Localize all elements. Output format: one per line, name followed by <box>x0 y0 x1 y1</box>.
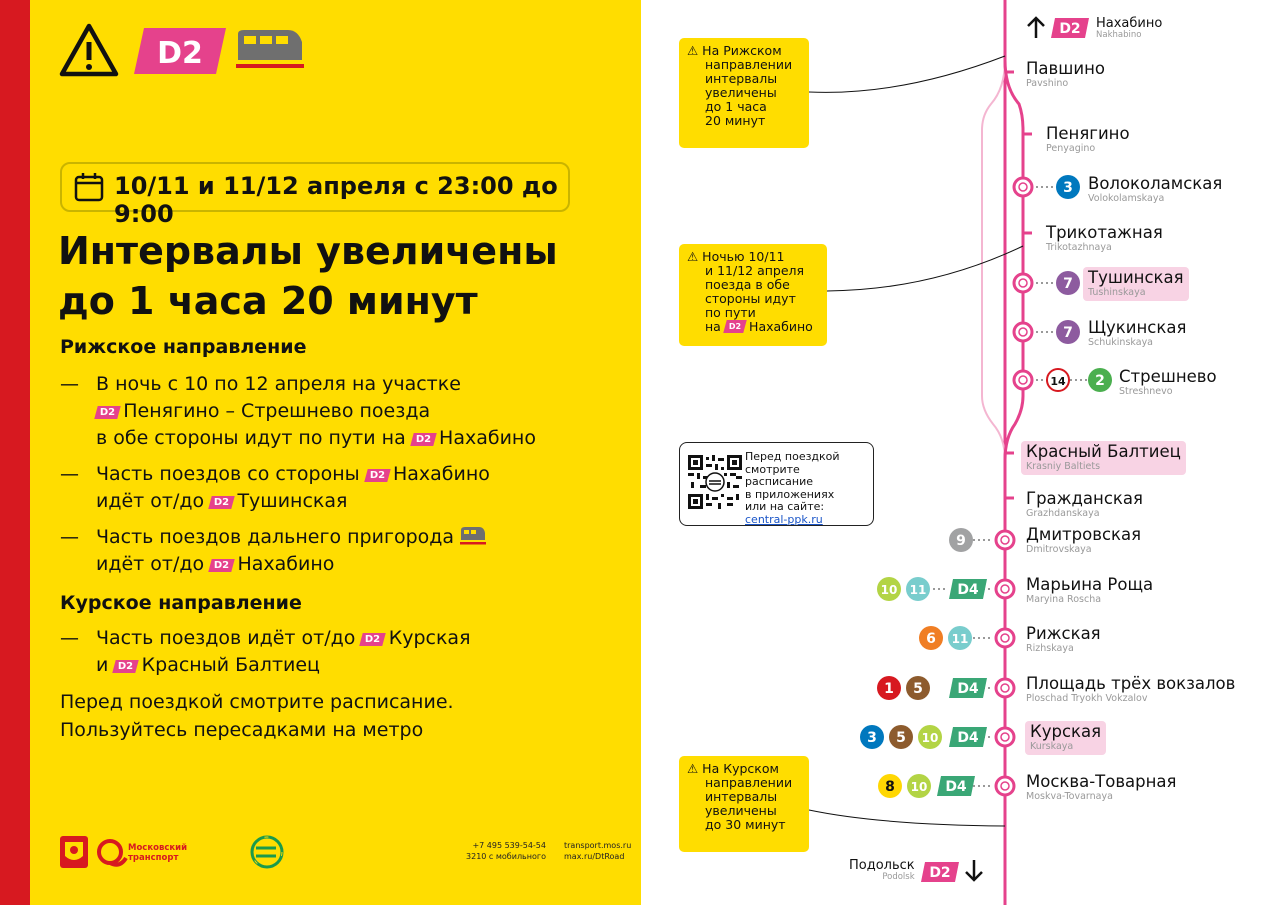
qr-schedule-box <box>679 442 874 526</box>
svg-text:Московский: Московский <box>128 843 188 853</box>
d2-track-branch <box>1005 60 1023 460</box>
metro-line-3-icon <box>1056 175 1080 199</box>
d2-badge: D2 <box>113 660 140 673</box>
svg-text:11: 11 <box>909 583 927 597</box>
metro-line-10-icon <box>907 774 931 798</box>
svg-text:6: 6 <box>926 631 936 647</box>
web-contacts: transport.mos.ru max.ru/DtRoad <box>564 841 632 861</box>
footer-logos <box>60 832 320 872</box>
terminus-nakhabino: Нахабино Nakhabino <box>1096 16 1163 40</box>
train-icon <box>236 30 304 68</box>
metro-line-5-icon <box>906 676 930 700</box>
calendar-icon <box>74 172 104 202</box>
station-dmitrovskaya: Дмитровская Dmitrovskaya <box>1026 525 1142 555</box>
d2-badge: D2 <box>364 469 391 482</box>
svg-text:D2: D2 <box>157 36 203 71</box>
metro-line-7-icon <box>1056 271 1080 295</box>
station-trikotazhnaya: Трикотажная Trikotazhnaya <box>1046 223 1163 253</box>
metro-line-6-icon <box>919 626 943 650</box>
kursk-section-title: Курское направление <box>60 592 302 614</box>
svg-text:10: 10 <box>921 731 939 745</box>
rzd-suburban-logo-icon <box>252 837 282 867</box>
metro-line-9-icon <box>949 528 973 552</box>
svg-text:D4: D4 <box>957 582 979 598</box>
svg-text:7: 7 <box>1063 276 1073 292</box>
date-range-box <box>60 162 570 228</box>
phone-contacts: +7 495 539-54-54 3210 с мобильного <box>466 841 546 861</box>
svg-text:D2: D2 <box>1059 21 1081 37</box>
moscow-transport-logo-icon <box>99 841 126 865</box>
svg-text:10: 10 <box>880 583 898 597</box>
station-pavshino: Павшино Pavshino <box>1026 59 1105 89</box>
station-volokolamskaya: Волоколамская Volokolamskaya <box>1088 174 1223 204</box>
info-panel: D2 10/11 и 11/12 апреля с 23:00 до 9:00 Интервалы увеличены до 1 часа 20 минут Рижское направление — В ночь с 10 по 12 апреля на участке D2 Пенягино – Стрешнево поезда в обе стороны идут по пути на D2 Нахабино — Часть поездов со стороны D2 Нахабино идёт от/до D2 Тушинская — Часть поездов дальнего пригорода идёт от/до D2 Нахабино Курское направление — Часть поездов идёт от/до D2 Курская и D2 Красный Балтиец Перед поездкой смотрите расписание. Пользуйтесь пересадками на метро Московский транспорт +7 495 539-54-54 3210 с мобильного transport.mos.ru max.ru/DtRoad <box>30 0 641 905</box>
moscow-coat-of-arms-icon <box>60 836 88 868</box>
callout-1-leader <box>809 56 1005 92</box>
station-tushinskaya: Тушинская Tushinskaya <box>1083 267 1189 301</box>
svg-text:3: 3 <box>1063 180 1073 196</box>
headline: Интервалы увеличены до 1 часа 20 минут <box>58 229 558 323</box>
d2-badge: D2 <box>410 433 437 446</box>
line-map-panel <box>641 0 1280 905</box>
central-ppk-link[interactable]: central-ppk.ru <box>745 512 823 526</box>
d2-track-branch-faded <box>982 60 1005 460</box>
svg-text:5: 5 <box>896 730 906 746</box>
d2-badge: D2 <box>94 406 121 419</box>
arrow-up-icon <box>1028 18 1044 38</box>
station-rizhskaya: Рижская Rizhskaya <box>1026 624 1101 654</box>
metro-line-3-icon <box>860 725 884 749</box>
svg-text:14: 14 <box>1050 375 1066 388</box>
svg-text:9: 9 <box>956 533 966 549</box>
svg-text:1: 1 <box>884 681 894 697</box>
metro-line-5-icon <box>889 725 913 749</box>
qr-instructions: Перед поездкой смотрите расписание в приложениях или на сайте: central-ppk.ru <box>745 451 870 526</box>
svg-text:транспорт: транспорт <box>128 853 179 863</box>
station-maryina-roscha: Марьина Роща Maryina Roscha <box>1026 575 1154 605</box>
terminus-podolsk: Подольск Podolsk <box>849 858 915 882</box>
warning-icon <box>58 20 318 80</box>
metro-line-2-icon <box>1088 368 1112 392</box>
svg-text:8: 8 <box>885 779 895 795</box>
metro-line-11-icon <box>948 626 972 650</box>
d4-badge <box>949 678 987 698</box>
svg-text:2: 2 <box>1095 373 1105 389</box>
station-krasny-baltiets: Красный Балтиец Krasniy Baltiets <box>1021 441 1186 475</box>
callout-night-routing: ⚠ Ночью 10/11 и 11/12 апреля поезда в обе стороны идут по пути на D2 Нахабино <box>679 244 827 346</box>
svg-text:11: 11 <box>951 632 969 646</box>
station-moskva-tovarnaya: Москва-Товарная Moskva-Tovarnaya <box>1026 772 1177 802</box>
station-shchukinskaya: Щукинская Schukinskaya <box>1088 318 1187 348</box>
qr-code-icon[interactable] <box>688 455 742 509</box>
metro-line-8-icon <box>878 774 902 798</box>
station-penyagino: Пенягино Penyagino <box>1046 124 1130 154</box>
date-range-text: 10/11 и 11/12 апреля с 23:00 до 9:00 <box>114 172 558 228</box>
d2-badge-bottom <box>921 862 959 882</box>
d2-badge-top <box>1051 18 1089 38</box>
d2-badge: D2 <box>208 496 235 509</box>
station-ploschad: Площадь трёх вокзалов Ploschad Tryokh Vokzalov <box>1026 674 1236 704</box>
metro-line-11-icon <box>906 577 930 601</box>
advice-note: Перед поездкой смотрите расписание. Пользуйтесь пересадками на метро <box>60 691 454 741</box>
metro-line-7-icon <box>1056 320 1080 344</box>
arrow-down-icon <box>966 860 982 880</box>
svg-text:7: 7 <box>1063 325 1073 341</box>
d2-badge: D2 <box>360 633 387 646</box>
svg-text:D4: D4 <box>957 730 979 746</box>
metro-line-10-icon <box>877 577 901 601</box>
d4-badge <box>937 776 975 796</box>
d2-header-badge <box>134 28 226 74</box>
svg-text:D4: D4 <box>945 779 967 795</box>
d2-badge: D2 <box>208 559 235 572</box>
suburban-train-icon <box>460 527 486 545</box>
svg-text:D2: D2 <box>929 865 951 881</box>
mcc-line-14-icon <box>1047 369 1069 391</box>
red-side-stripe <box>0 0 30 905</box>
riga-section-title: Рижское направление <box>60 336 307 358</box>
svg-text:D4: D4 <box>957 681 979 697</box>
svg-text:10: 10 <box>910 780 928 794</box>
callout-3-leader <box>809 810 1005 826</box>
callout-riga-intervals: ⚠ На Рижском направлении интервалы увеличены до 1 часа 20 минут <box>679 38 809 148</box>
metro-line-1-icon <box>877 676 901 700</box>
callout-kursk-intervals: ⚠ На Курском направлении интервалы увеличены до 30 минут <box>679 756 809 852</box>
svg-text:5: 5 <box>913 681 923 697</box>
station-grazhdanskaya: Гражданская Grazhdanskaya <box>1026 489 1143 519</box>
svg-text:3: 3 <box>867 730 877 746</box>
station-streshnevo: Стрешнево Streshnevo <box>1119 367 1217 397</box>
header-icons <box>58 20 318 80</box>
footer <box>60 832 632 872</box>
station-kurskaya: Курская Kurskaya <box>1025 721 1106 755</box>
callout-2-leader <box>827 246 1023 291</box>
metro-line-10-icon <box>918 725 942 749</box>
d4-badge <box>949 727 987 747</box>
d4-badge <box>949 579 987 599</box>
